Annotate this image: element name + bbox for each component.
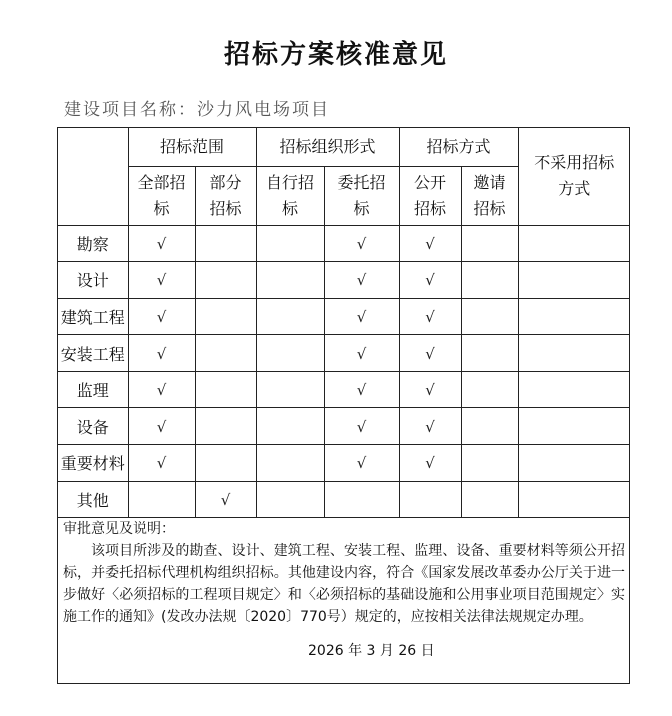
check-mark-icon: √ [356,417,367,436]
check-mark-icon: √ [156,454,167,473]
check-mark-icon: √ [425,454,435,473]
project-label: 建设项目名称： [64,100,197,120]
table-cell [518,408,630,445]
table-cell [461,371,518,408]
header-scope: 招标范围 [128,128,256,166]
table-cell [128,408,195,445]
table-cell [128,225,195,262]
opinion-label: 审批意见及说明： [63,521,175,537]
table-cell [195,298,256,335]
table-cell [128,371,195,408]
corner-cell [58,128,128,225]
table-cell [324,225,399,262]
table-cell [399,408,461,445]
table-cell [256,298,324,335]
table-cell [256,335,324,372]
table-cell [461,225,518,262]
row-label: 其他 [58,481,128,518]
table-cell [195,225,256,262]
table-cell [128,445,195,482]
check-mark-icon: √ [156,417,167,436]
check-mark-icon: √ [156,271,167,290]
approval-form [57,127,630,684]
row-label: 监理 [58,371,128,408]
table-cell [518,371,630,408]
table-cell [518,335,630,372]
table-cell [461,262,518,299]
table-cell [518,445,630,482]
table-cell [195,335,256,372]
header-scope-partial: 部分招标 [195,166,256,225]
header-org-self: 自行招标 [256,166,324,225]
row-label: 建筑工程 [58,298,128,335]
table-row [58,298,630,335]
table-cell [128,298,195,335]
check-mark-icon: √ [356,271,367,290]
table-cell [195,371,256,408]
check-mark-icon: √ [356,234,367,253]
table-cell [195,445,256,482]
table-row [58,481,630,518]
check-mark-icon: √ [356,381,367,400]
table-cell [324,335,399,372]
table-cell [518,225,630,262]
check-mark-icon: √ [425,381,435,400]
table-cell [324,445,399,482]
document-title: 招标方案核准意见 [223,40,448,70]
table-cell [256,481,324,518]
header-scope-all: 全部招标 [128,166,195,225]
check-mark-icon: √ [356,454,367,473]
header-not-adopted: 不采用招标方式 [518,128,630,225]
table-cell [399,225,461,262]
table-cell [324,371,399,408]
opinion-section [58,516,629,684]
table-row [58,445,630,482]
table-cell [256,262,324,299]
table-cell [461,481,518,518]
table-cell [128,262,195,299]
check-mark-icon: √ [425,344,435,363]
table-row [58,262,630,299]
check-mark-icon: √ [356,307,367,326]
check-mark-icon: √ [156,381,167,400]
table-cell [399,445,461,482]
row-label: 设计 [58,262,128,299]
table-cell [518,262,630,299]
check-mark-icon: √ [425,271,435,290]
row-label: 勘察 [58,225,128,262]
table-cell [461,408,518,445]
table-cell [256,445,324,482]
header-method: 招标方式 [399,128,518,166]
check-mark-icon: √ [356,344,367,363]
table-cell [195,262,256,299]
table-cell [128,481,195,518]
table-cell [518,481,630,518]
table-cell [324,298,399,335]
row-label: 重要材料 [58,445,128,482]
table-row [58,408,630,445]
opinion-text: 该项目所涉及的勘查、设计、建筑工程、安装工程、监理、设备、重要材料等须公开招标，并委托招标代理机构组织招标。其他建设内容，符合《国家发展改革委办公厅关于进一步做好〈必须招标的工程项目规定〉和〈必须招标的基础设施和公用事业项目范围规定〉实施工作的通知》(发改办法规〔2020〕770号）规定的，应按相关法律法规规定办理。 [63,543,625,625]
table-cell [461,445,518,482]
check-mark-icon: √ [220,490,231,509]
table-cell [399,335,461,372]
table-cell [256,225,324,262]
table-cell [399,371,461,408]
check-mark-icon: √ [425,417,435,436]
row-label: 安装工程 [58,335,128,372]
header-method-open: 公开招标 [399,166,461,225]
check-mark-icon: √ [156,234,167,253]
table-cell [324,481,399,518]
table-cell [399,298,461,335]
check-mark-icon: √ [156,344,167,363]
header-method-invite: 邀请招标 [461,166,518,225]
header-organization: 招标组织形式 [256,128,399,166]
table-cell [324,262,399,299]
check-mark-icon: √ [425,307,435,326]
table-cell [461,298,518,335]
header-org-entrust: 委托招标 [324,166,399,225]
table-cell [256,408,324,445]
table-cell [324,408,399,445]
row-label: 设备 [58,408,128,445]
bidding-table [58,128,630,518]
header-row-1 [58,128,630,166]
check-mark-icon: √ [156,307,167,326]
table-row [58,371,630,408]
table-cell [461,335,518,372]
table-body [58,225,630,518]
project-name-line [64,95,330,120]
check-mark-icon: √ [425,234,435,253]
table-cell [518,298,630,335]
table-cell [256,371,324,408]
table-cell [128,335,195,372]
table-cell [399,481,461,518]
table-row [58,225,630,262]
table-cell [195,481,256,518]
table-cell [195,408,256,445]
project-name: 沙力风电场项目 [197,100,330,120]
table-row [58,335,630,372]
approval-date: 2026 年 3 月 26 日 [308,643,435,659]
table-cell [399,262,461,299]
